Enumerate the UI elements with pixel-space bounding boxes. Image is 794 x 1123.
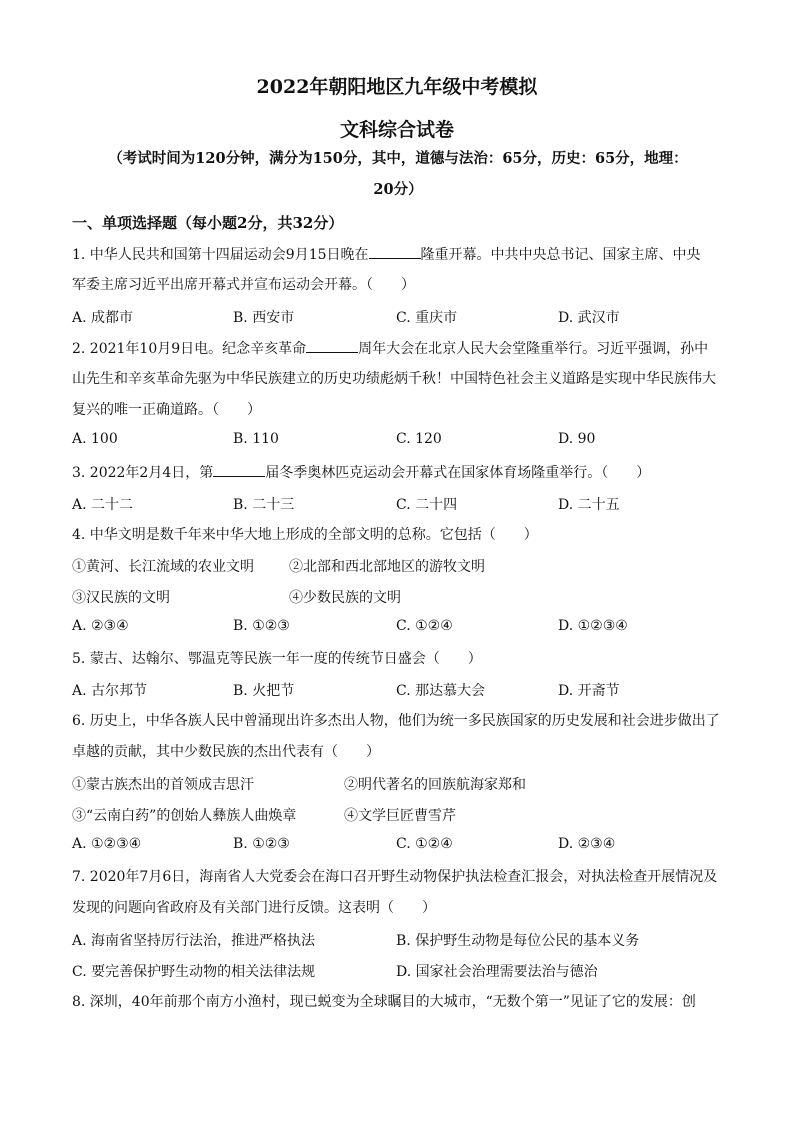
option-b: B. 二十三 xyxy=(233,497,295,513)
option-c: C. ①②④ xyxy=(396,618,453,634)
option-c: C. 重庆市 xyxy=(396,310,458,326)
question-text: 周年大会在北京人民大会堂隆重举行。习近平强调，孙中 xyxy=(358,341,709,357)
option-d: D. ①②③④ xyxy=(558,618,628,634)
section-heading: 一、单项选择题（每小题2分，共32分） xyxy=(72,214,344,232)
question-4-line-1: 4. 中华文明是数千年来中华大地上形成的全部文明的总称。它包括（ ） xyxy=(72,527,538,543)
statement-item: ④少数民族的文明 xyxy=(289,590,401,606)
question-6-line-2: 卓越的贡献，其中少数民族的杰出代表有（ ） xyxy=(72,744,380,760)
exam-note-line1: （考试时间为120分钟，满分为150分，其中，道德与法治：65分，历史：65分，地理： xyxy=(108,150,688,167)
option-c: C. 120 xyxy=(396,431,442,447)
option-c: C. ①②④ xyxy=(396,836,453,852)
option-d: D. 国家社会治理需要法治与德治 xyxy=(396,964,598,980)
option-d: D. 90 xyxy=(558,431,596,447)
statement-item: ③汉民族的文明 xyxy=(72,590,170,606)
option-a: A. 100 xyxy=(72,431,118,447)
option-a: A. ②③④ xyxy=(72,618,129,634)
answer-blank xyxy=(306,338,358,353)
option-d: D. ②③④ xyxy=(558,836,616,852)
option-c: C. 那达慕大会 xyxy=(396,683,486,699)
question-text: 1. 中华人民共和国第十四届运动会9月15日晚在 xyxy=(72,247,369,263)
option-d: D. 武汉市 xyxy=(558,310,620,326)
statement-item: ③“云南白药”的创始人彝族人曲焕章 xyxy=(72,808,297,824)
option-b: B. 110 xyxy=(233,431,279,447)
question-1-line-2: 军委主席习近平出席开幕式并宣布运动会开幕。（ ） xyxy=(72,277,415,293)
question-text: 2. 2021年10月9日电。纪念辛亥革命 xyxy=(72,341,307,357)
option-b: B. 火把节 xyxy=(233,683,295,699)
question-2-line-3: 复兴的唯一正确道路。（ ） xyxy=(72,402,261,418)
question-2-line-2: 山先生和辛亥革命先驱为中华民族建立的历史功绩彪炳千秋！中国特色社会主义道路是实现中华民族伟大 xyxy=(72,371,716,387)
statement-item: ①黄河、长江流域的农业文明 xyxy=(72,559,254,575)
statement-item: ②明代著名的回族航海家郑和 xyxy=(344,777,526,793)
question-7-line-2: 发现的问题向省政府及有关部门进行反馈。这表明（ ） xyxy=(72,900,436,916)
option-a: A. 二十二 xyxy=(72,497,134,513)
question-text: 届冬季奥林匹克运动会开幕式在国家体育场隆重举行。（ ） xyxy=(265,465,651,481)
exam-subtitle: 文科综合试卷 xyxy=(339,119,454,141)
statement-item: ①蒙古族杰出的首领成吉思汗 xyxy=(72,777,254,793)
statement-item: ④文学巨匠曹雪芹 xyxy=(344,808,456,824)
question-2-line-1 xyxy=(72,338,722,359)
statement-item: ②北部和西北部地区的游牧文明 xyxy=(289,559,485,575)
option-c: C. 要完善保护野生动物的相关法律法规 xyxy=(72,964,316,980)
question-1-line-1 xyxy=(72,244,722,265)
exam-title: 2022年朝阳地区九年级中考模拟 xyxy=(256,76,538,98)
option-d: D. 开斋节 xyxy=(558,683,620,699)
question-6-line-1: 6. 历史上，中华各族人民中曾涌现出许多杰出人物，他们为统一多民族国家的历史发展和社会进步做出了 xyxy=(72,713,720,729)
option-c: C. 二十四 xyxy=(396,497,458,513)
option-b: B. 西安市 xyxy=(233,310,295,326)
option-b: B. ①②③ xyxy=(233,836,290,852)
option-a: A. ①②③④ xyxy=(72,836,142,852)
question-7-line-1: 7. 2020年7月6日，海南省人大党委会在海口召开野生动物保护执法检查汇报会，对执法检查开展情况及 xyxy=(72,869,718,885)
exam-note xyxy=(68,143,728,205)
question-8-line-1: 8. 深圳，40年前那个南方小渔村，现已蜕变为全球瞩目的大城市，“无数个第一”见证了它的发展：创 xyxy=(72,994,696,1010)
question-3-line-1 xyxy=(72,462,722,483)
question-5-line-1: 5. 蒙古、达翰尔、鄂温克等民族一年一度的传统节日盛会（ ） xyxy=(72,651,482,667)
option-a: A. 古尔邦节 xyxy=(72,683,148,699)
answer-blank xyxy=(369,244,421,259)
question-text: 3. 2022年2月4日，第 xyxy=(72,465,214,481)
option-b: B. 保护野生动物是每位公民的基本义务 xyxy=(396,933,640,949)
answer-blank xyxy=(213,462,265,477)
option-a: A. 成都市 xyxy=(72,310,134,326)
option-b: B. ①②③ xyxy=(233,618,290,634)
option-a: A. 海南省坚持厉行法治，推进严格执法 xyxy=(72,933,316,949)
option-d: D. 二十五 xyxy=(558,497,620,513)
question-text: 隆重开幕。中共中央总书记、国家主席、中央 xyxy=(420,247,701,263)
exam-note-line2: 20分） xyxy=(373,181,423,198)
